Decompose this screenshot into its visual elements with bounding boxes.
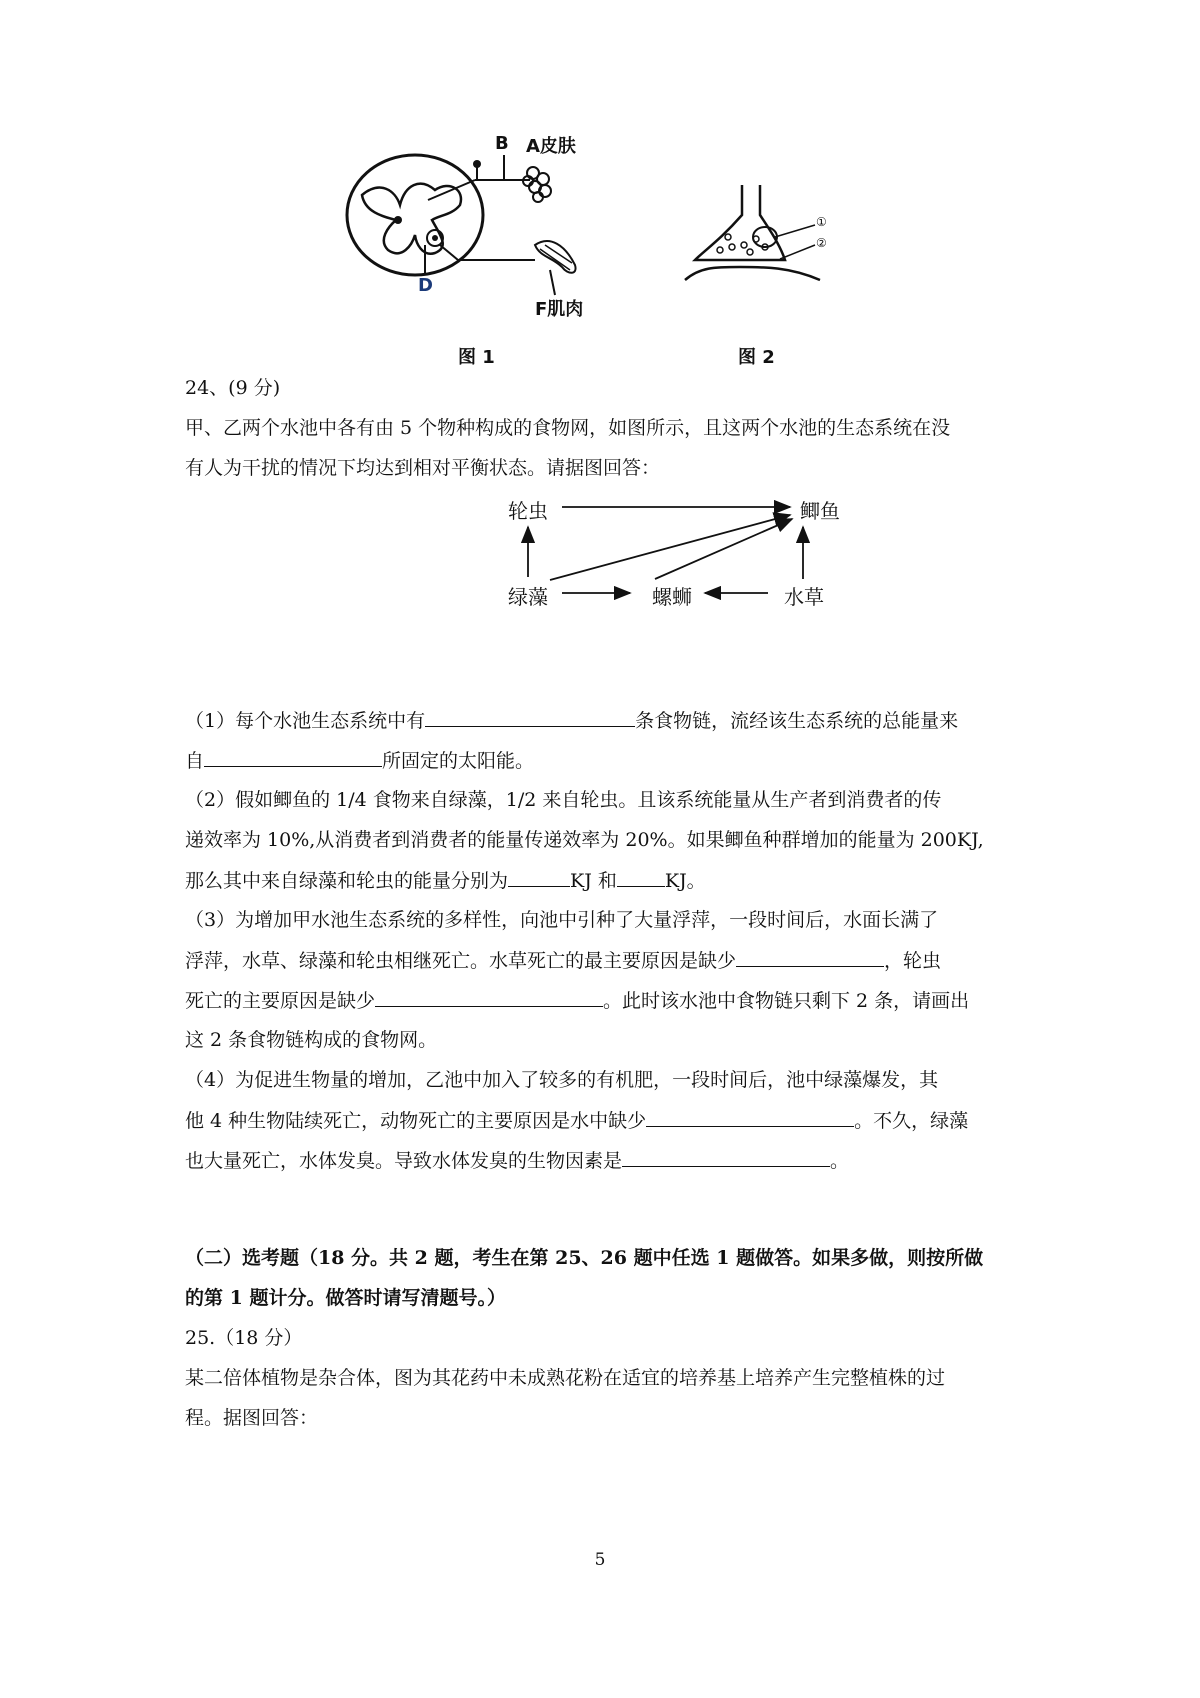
q25-text-line-1: 某二倍体植物是杂合体，图为其花药中未成熟花粉在适宜的培养基上培养产生完整植株的过 [185, 1367, 946, 1389]
food-web-node-water-grass: 水草 [784, 585, 824, 609]
q24-part4-line-2 [185, 1106, 1035, 1135]
fig2-label-2: ② [816, 236, 827, 250]
fig1-caption: 图 1 [458, 347, 495, 368]
q24-part1-blank-count[interactable] [425, 706, 635, 727]
q24-intro-line-2: 有人为干扰的情况下均达到相对平衡状态。请据图回答： [185, 457, 661, 479]
figure-1 [340, 133, 640, 368]
fig1-label-f-muscle: F肌肉 [535, 299, 584, 320]
q24-part1-line-2 [185, 746, 1035, 775]
q24-part1-text-a: （1）每个水池生态系统中有 [185, 710, 426, 732]
fig1-label-b: B [495, 133, 509, 154]
food-web-node-rotifer: 轮虫 [508, 499, 548, 523]
q24-part3-line-4: 这 2 条食物链构成的食物网。 [185, 1029, 438, 1051]
fig1-label-a-skin: A皮肤 [526, 136, 576, 157]
section2-title-line-2: 的第 1 题计分。做答时请写清题号。） [185, 1287, 506, 1309]
figure-2 [680, 185, 860, 368]
food-web-node-green-algae: 绿藻 [508, 585, 548, 609]
q24-part3-text-b: 浮萍，水草、绿藻和轮虫相继死亡。水草死亡的最主要原因是缺少 [185, 950, 737, 972]
synapse-diagram [680, 185, 860, 295]
q24-part3-blank-grass-cause[interactable] [736, 946, 884, 967]
q24-part4-text-b: 他 4 种生物陆续死亡，动物死亡的主要原因是水中缺少 [185, 1110, 647, 1132]
q24-part3-text-d: 死亡的主要原因是缺少 [185, 990, 376, 1012]
q24-part4-text-d: 也大量死亡，水体发臭。导致水体发臭的生物因素是 [185, 1150, 623, 1172]
section2-title-line-1: （二）选考题（18 分。共 2 题，考生在第 25、26 题中任选 1 题做答。如果多做，则按所做 [185, 1247, 984, 1269]
food-web-node-crucian: 鲫鱼 [800, 499, 840, 523]
q24-part3-text-e: 。此时该水池中食物链只剩下 2 条，请画出 [603, 990, 970, 1012]
q24-part2-line-2: 递效率为 10%,从消费者到消费者的能量传递效率为 20%。如果鲫鱼种群增加的能量为 200KJ, [185, 829, 984, 851]
fig2-caption: 图 2 [738, 347, 775, 368]
q24-part2-blank-rotifer-energy[interactable] [617, 866, 665, 887]
food-web-node-snail: 螺蛳 [652, 585, 692, 609]
q24-part4-line-3 [185, 1146, 1035, 1175]
q24-intro-line-1: 甲、乙两个水池中各有由 5 个物种构成的食物网，如图所示，且这两个水池的生态系统在没 [185, 417, 951, 439]
q24-part2-text-d: KJ 和 [570, 870, 617, 892]
page-number: 5 [594, 1550, 606, 1570]
q25-text-line-2: 程。据图回答： [185, 1407, 319, 1429]
q24-part4-text-c: 。不久，绿藻 [854, 1110, 969, 1132]
fig1-label-d: D [418, 275, 433, 296]
q24-part4-line-1: （4）为促进生物量的增加，乙池中加入了较多的有机肥，一段时间后，池中绿藻爆发，其 [185, 1069, 939, 1091]
q25-header: 25.（18 分） [185, 1327, 303, 1349]
q24-part4-text-e: 。 [830, 1150, 850, 1172]
fig2-label-1: ① [816, 215, 827, 229]
q24-part2-text-c: 那么其中来自绿藻和轮虫的能量分别为 [185, 870, 509, 892]
q24-part1-blank-source[interactable] [204, 746, 382, 767]
q24-part3-blank-rotifer-cause[interactable] [375, 986, 603, 1007]
q24-part3-line-2 [185, 946, 1035, 975]
q24-part2-text-e: KJ。 [664, 870, 706, 892]
q24-part1-text-b: 条食物链，流经该生态系统的总能量来 [635, 710, 959, 732]
q24-part2-line-3 [185, 866, 1035, 895]
food-web-diagram [500, 495, 860, 620]
q24-part3-line-1: （3）为增加甲水池生态系统的多样性，向池中引种了大量浮萍，一段时间后，水面长满了 [185, 909, 939, 931]
q24-part1-text-d: 所固定的太阳能。 [382, 750, 535, 772]
spinal-cord-reflex-diagram [340, 135, 640, 365]
q24-part2-line-1: （2）假如鲫鱼的 1/4 食物来自绿藻，1/2 来自轮虫。且该系统能量从生产者到消费者的传 [185, 789, 942, 811]
q24-part4-blank-biological-factor[interactable] [622, 1146, 830, 1167]
q24-part4-blank-lacking[interactable] [646, 1106, 854, 1127]
q24-part2-blank-algae-energy[interactable] [508, 866, 570, 887]
q24-header: 24、(9 分) [185, 377, 281, 399]
q24-part1-text-c: 自 [185, 750, 205, 772]
q24-part1-line-1 [185, 706, 1035, 735]
q24-part3-text-c: ，轮虫 [884, 950, 942, 972]
q24-part3-line-3 [185, 986, 1035, 1015]
